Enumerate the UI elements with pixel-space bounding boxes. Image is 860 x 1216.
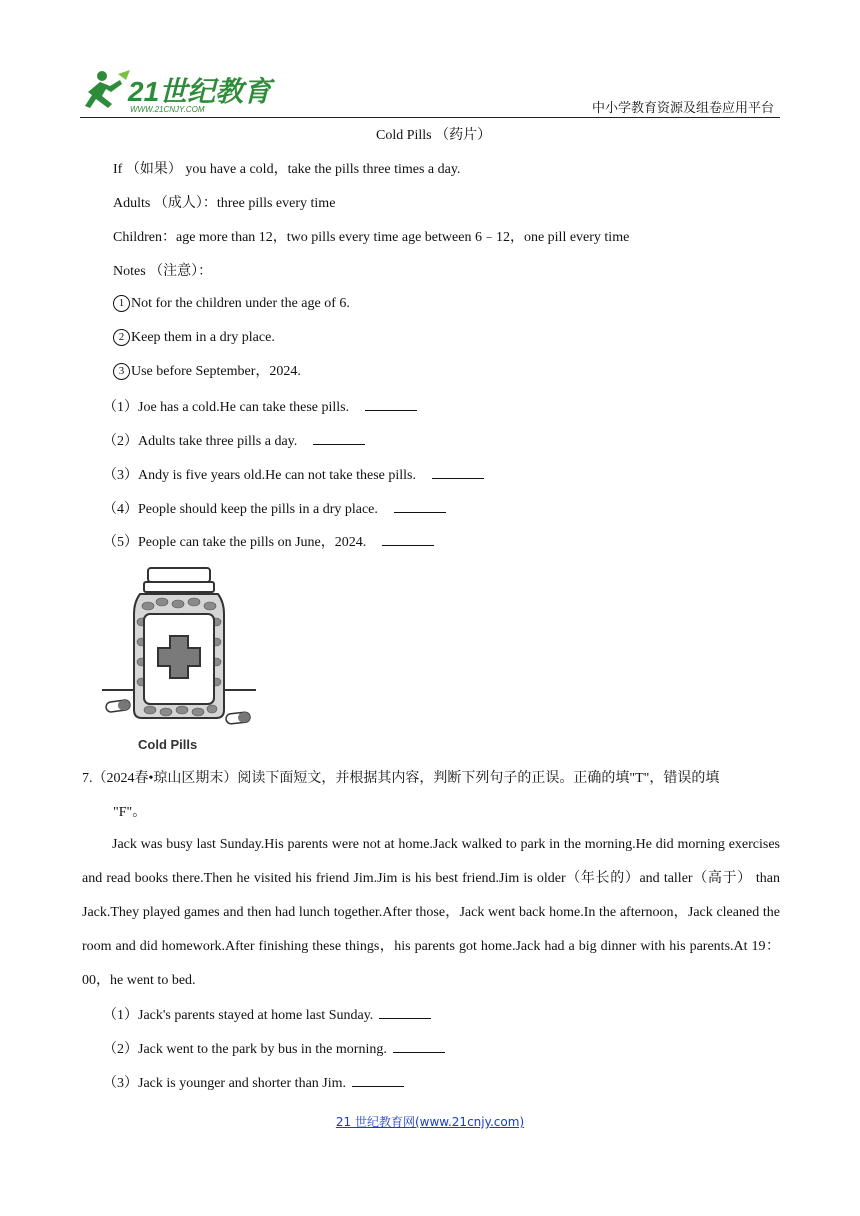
- question-text: （3）Andy is five years old.He can not take these pills.: [103, 468, 416, 483]
- answer-blank[interactable]: [313, 432, 365, 445]
- question-item: [103, 1006, 431, 1025]
- header-divider: [80, 117, 780, 118]
- note-number: 1: [113, 295, 130, 312]
- answer-blank[interactable]: [365, 398, 417, 411]
- question-item: [103, 533, 434, 552]
- note-number: 2: [113, 329, 130, 346]
- note-text: Use before September，2024.: [131, 364, 301, 379]
- passage-line: Children：age more than 12，two pills every time age between 6﹣12，one pill every time: [113, 230, 630, 245]
- question-item: [103, 398, 417, 417]
- answer-blank[interactable]: [352, 1074, 404, 1087]
- question-text: （2）Adults take three pills a day.: [103, 434, 298, 449]
- passage-line: Adults （成人）：three pills every time: [113, 196, 336, 211]
- question-item: [103, 432, 365, 451]
- question-text: （3）Jack is younger and shorter than Jim.: [103, 1076, 347, 1091]
- image-caption: Cold Pills: [138, 737, 198, 752]
- question-item: [103, 500, 446, 519]
- answer-blank[interactable]: [432, 466, 484, 479]
- q7-paragraph: Jack was busy last Sunday.His parents were not at home.Jack walked to park in the morning.He did morning exercises and read books there.Then he visited his friend Jim.Jim is his best friend.Jim is older（年长的）and taller（高于） than Jack.They played games and then had lunch together.After those，Jack went back home.In the afternoon，Jack cleaned the room and did homework.After finishing these things，his parents got home.Jack had a big dinner with his parents.At 19：00，he went to bed.: [82, 837, 780, 988]
- q7-heading-cont: "F"。: [113, 805, 147, 820]
- question-text: （4）People should keep the pills in a dry place.: [103, 502, 378, 517]
- question-text: （1）Joe has a cold.He can take these pills.: [103, 400, 350, 415]
- question-text: （5）People can take the pills on June，2024.: [103, 535, 367, 550]
- q7-passage: [82, 828, 780, 998]
- question-item: [103, 466, 484, 485]
- note-item: [113, 363, 301, 381]
- footer-link[interactable]: 21 世纪教育网(www.21cnjy.com): [335, 1115, 525, 1129]
- note-text: Not for the children under the age of 6.: [131, 296, 350, 311]
- note-number: 3: [113, 363, 130, 380]
- header-platform-text: 中小学教育资源及组卷应用平台: [591, 101, 774, 116]
- passage-title: Cold Pills （药片）: [376, 128, 492, 143]
- question-item: [103, 1040, 445, 1059]
- passage-line: Notes （注意）：: [113, 264, 213, 279]
- logo-text: 21世纪教育: [128, 76, 272, 107]
- passage-line: If （如果） you have a cold，take the pills three times a day.: [113, 162, 461, 177]
- answer-blank[interactable]: [379, 1006, 431, 1019]
- pill-bottle-image: [100, 562, 260, 734]
- question-text: （2）Jack went to the park by bus in the morning.: [103, 1042, 387, 1057]
- question-text: （1）Jack's parents stayed at home last Sunday.: [103, 1008, 374, 1023]
- note-item: [113, 295, 350, 313]
- question-item: [103, 1074, 404, 1093]
- answer-blank[interactable]: [382, 533, 434, 546]
- answer-blank[interactable]: [394, 500, 446, 513]
- note-text: Keep them in a dry place.: [131, 330, 275, 345]
- logo-url-text: WWW.21CNJY.COM: [130, 105, 205, 114]
- site-logo: [80, 68, 272, 116]
- q7-heading: 7.（2024春•琼山区期末）阅读下面短文，并根据其内容，判断下列句子的正误。正确的填"T"，错误的填: [82, 771, 720, 786]
- answer-blank[interactable]: [393, 1040, 445, 1053]
- note-item: [113, 329, 275, 347]
